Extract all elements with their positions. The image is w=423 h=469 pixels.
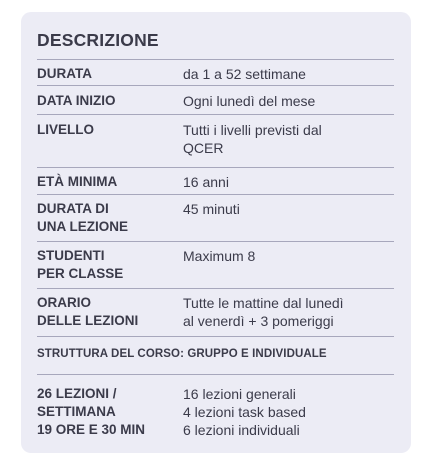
row-value: Ogni lunedì del mese [183,93,316,109]
row-durata [37,59,394,85]
row-value: Maximum 8 [183,248,256,264]
row-value [183,121,394,157]
row-value-line: QCER [183,140,224,156]
row-value-line: 16 lezioni generali [183,386,296,402]
row-eta-minima [37,167,394,194]
row-durata-lezione [37,194,394,241]
panel-title: DESCRIZIONE [37,30,159,50]
row-label-line: STUDENTI [37,248,105,263]
row-label [37,247,183,283]
description-panel [21,12,411,453]
row-label-line: DURATA DI [37,201,109,216]
row-course-structure [37,374,394,445]
course-structure-heading: STRUTTURA DEL CORSO: GRUPPO E INDIVIDUALE [37,336,394,374]
row-value [183,385,394,439]
row-label-line: ORARIO [37,295,91,310]
row-value-line: Tutte le mattine dal lunedì [183,295,344,311]
row-value-line: 6 lezioni individuali [183,422,300,438]
row-label [37,385,183,439]
row-value-line: Tutti i livelli previsti dal [183,122,322,138]
row-data-inizio [37,85,394,114]
row-label-line: 19 ORE E 30 MIN [37,422,146,437]
row-label: LIVELLO [37,122,94,137]
row-label [37,200,183,236]
row-label: ETÀ MINIMA [37,174,118,189]
row-value [183,294,394,330]
row-label-line: 26 LEZIONI / [37,386,117,401]
row-label-line: DELLE LEZIONI [37,313,139,328]
row-value: da 1 a 52 settimane [183,66,306,82]
row-label: DATA INIZIO [37,93,116,108]
row-studenti-classe [37,241,394,288]
row-orario-lezioni [37,288,394,336]
row-value-line: al venerdì + 3 pomeriggi [183,313,334,329]
row-label: DURATA [37,66,92,81]
row-value: 45 minuti [183,201,240,217]
row-label-line: SETTIMANA [37,404,116,419]
row-value-line: 4 lezioni task based [183,404,306,420]
row-label-line: PER CLASSE [37,266,124,281]
row-value: 16 anni [183,174,229,190]
row-label-line: UNA LEZIONE [37,219,128,234]
row-livello [37,114,394,167]
row-label [37,294,183,330]
